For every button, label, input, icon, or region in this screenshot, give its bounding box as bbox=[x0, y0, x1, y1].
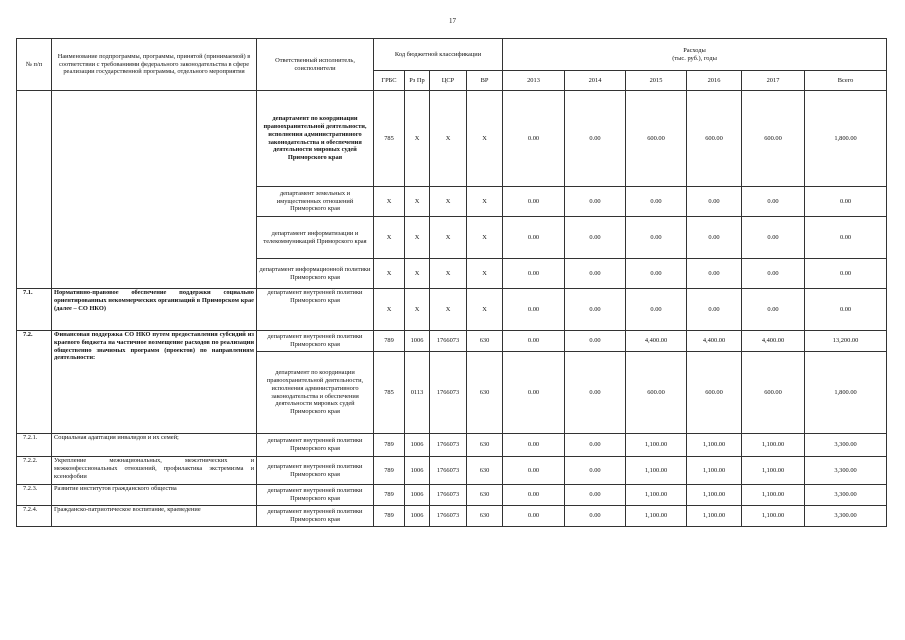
cell-value: 4,400.00 bbox=[742, 331, 805, 352]
header-sub-cell: 2017 bbox=[742, 71, 805, 91]
cell-value: 1,100.00 bbox=[626, 457, 687, 485]
cell-value: X bbox=[430, 217, 467, 259]
cell-value: X bbox=[430, 91, 467, 187]
cell-value: 1,100.00 bbox=[742, 506, 805, 527]
cell-value: 0.00 bbox=[565, 506, 626, 527]
cell-value: 0.00 bbox=[742, 217, 805, 259]
cell-value: 0.00 bbox=[565, 457, 626, 485]
table-row bbox=[17, 289, 887, 331]
cell-value: X bbox=[467, 217, 503, 259]
cell-value: 600.00 bbox=[687, 91, 742, 187]
cell-value: 0.00 bbox=[565, 91, 626, 187]
cell-value: 0.00 bbox=[742, 187, 805, 217]
cell-num: 7.1. bbox=[17, 289, 52, 331]
cell-value: 789 bbox=[374, 331, 405, 352]
table-row bbox=[17, 91, 887, 187]
cell-value: 1,800.00 bbox=[805, 91, 887, 187]
table-row bbox=[17, 434, 887, 457]
cell-value: 4,400.00 bbox=[626, 331, 687, 352]
cell-name bbox=[52, 91, 257, 289]
cell-value: 630 bbox=[467, 485, 503, 506]
cell-value: 0.00 bbox=[805, 187, 887, 217]
cell-value: 0.00 bbox=[503, 187, 565, 217]
cell-value: X bbox=[467, 91, 503, 187]
cell-responsible: департамент внутренней политики Приморского края bbox=[257, 289, 374, 331]
cell-value: 0.00 bbox=[565, 187, 626, 217]
cell-num: 7.2.1. bbox=[17, 434, 52, 457]
header-sub-cell: 2016 bbox=[687, 71, 742, 91]
expenses-table bbox=[16, 38, 887, 527]
table-row bbox=[17, 485, 887, 506]
cell-value: 0.00 bbox=[503, 506, 565, 527]
cell-value: 1766073 bbox=[430, 331, 467, 352]
cell-value: 0.00 bbox=[626, 259, 687, 289]
cell-value: 1006 bbox=[405, 331, 430, 352]
cell-value: 0.00 bbox=[742, 259, 805, 289]
cell-name: Укрепление межнациональных, межэтнических и межконфессиональных отношений, профилактика экстремизма и ксенофобии bbox=[52, 457, 257, 485]
cell-value: 630 bbox=[467, 506, 503, 527]
header-sub-cell: 2014 bbox=[565, 71, 626, 91]
cell-value: 1,100.00 bbox=[626, 506, 687, 527]
cell-num: 7.2. bbox=[17, 331, 52, 434]
cell-name: Нормативно-правовое обеспечение поддержки социально ориентированных некоммерческих организаций в Приморском крае (далее – СО НКО) bbox=[52, 289, 257, 331]
header-sub-cell: 2013 bbox=[503, 71, 565, 91]
cell-value: 630 bbox=[467, 434, 503, 457]
cell-value: 785 bbox=[374, 352, 405, 434]
cell-value: 0.00 bbox=[687, 217, 742, 259]
cell-value: 1,100.00 bbox=[687, 434, 742, 457]
cell-value: 1,100.00 bbox=[626, 485, 687, 506]
cell-value: 1006 bbox=[405, 457, 430, 485]
table-row bbox=[17, 331, 887, 352]
header-sub-cell: Всего bbox=[805, 71, 887, 91]
header-sub-cell: ГРБС bbox=[374, 71, 405, 91]
cell-value: 1006 bbox=[405, 434, 430, 457]
cell-value: 0.00 bbox=[565, 434, 626, 457]
cell-responsible: департамент внутренней политики Приморского края bbox=[257, 331, 374, 352]
cell-responsible: департамент по координации правоохранительной деятельности, исполнения административного законодательства и обеспечения деятельности мировых судей Приморского края bbox=[257, 91, 374, 187]
cell-value: 0.00 bbox=[805, 289, 887, 331]
cell-value: 1,800.00 bbox=[805, 352, 887, 434]
cell-value: 1,100.00 bbox=[742, 434, 805, 457]
cell-value: 0.00 bbox=[626, 217, 687, 259]
cell-responsible: департамент информационной политики Приморского края bbox=[257, 259, 374, 289]
cell-value: X bbox=[467, 289, 503, 331]
cell-value: X bbox=[405, 217, 430, 259]
page-number: 17 bbox=[449, 17, 456, 25]
cell-value: 1766073 bbox=[430, 352, 467, 434]
cell-value: 0.00 bbox=[742, 289, 805, 331]
cell-value: 600.00 bbox=[626, 352, 687, 434]
cell-value: 3,300.00 bbox=[805, 485, 887, 506]
cell-value: 13,200.00 bbox=[805, 331, 887, 352]
cell-value: 1006 bbox=[405, 506, 430, 527]
cell-value: 1766073 bbox=[430, 485, 467, 506]
cell-value: 1,100.00 bbox=[687, 506, 742, 527]
cell-responsible: департамент внутренней политики Приморского края bbox=[257, 485, 374, 506]
cell-value: X bbox=[405, 289, 430, 331]
cell-value: 789 bbox=[374, 457, 405, 485]
cell-value: 0.00 bbox=[805, 259, 887, 289]
cell-value: 0113 bbox=[405, 352, 430, 434]
cell-value: 3,300.00 bbox=[805, 506, 887, 527]
header-expenses-line2: (тыс. руб.), годы bbox=[672, 54, 717, 62]
cell-value: 0.00 bbox=[503, 217, 565, 259]
header-num: № п/п bbox=[17, 39, 52, 91]
cell-value: 630 bbox=[467, 457, 503, 485]
cell-value: X bbox=[374, 217, 405, 259]
cell-value: 0.00 bbox=[687, 259, 742, 289]
cell-value: 1,100.00 bbox=[687, 485, 742, 506]
cell-responsible: департамент по координации правоохранительной деятельности, исполнения административного законодательства и обеспечения деятельности мировых судей Приморского края bbox=[257, 352, 374, 434]
cell-value: X bbox=[405, 91, 430, 187]
cell-responsible: департамент информатизации и телекоммуникаций Приморского края bbox=[257, 217, 374, 259]
cell-value: 0.00 bbox=[503, 289, 565, 331]
header-expenses-line1: Расходы bbox=[683, 46, 706, 54]
header-budget-code: Код бюджетной классификации bbox=[374, 39, 503, 71]
cell-value: 1,100.00 bbox=[687, 457, 742, 485]
cell-name: Финансовая поддержка СО НКО путем предоставления субсидий из краевого бюджета на частичное возмещение расходов по реализации общественно значимых программ (проектов) по направлениям деятельности: bbox=[52, 331, 257, 434]
header-sub-cell: ВР bbox=[467, 71, 503, 91]
cell-value: X bbox=[405, 259, 430, 289]
header-sub-cell: ЦСР bbox=[430, 71, 467, 91]
cell-num: 7.2.3. bbox=[17, 485, 52, 506]
cell-value: 0.00 bbox=[565, 331, 626, 352]
cell-value: 600.00 bbox=[742, 352, 805, 434]
cell-value: X bbox=[374, 259, 405, 289]
cell-value: X bbox=[405, 187, 430, 217]
cell-value: 1766073 bbox=[430, 457, 467, 485]
cell-value: X bbox=[430, 187, 467, 217]
cell-num: 7.2.2. bbox=[17, 457, 52, 485]
cell-value: 1766073 bbox=[430, 434, 467, 457]
cell-responsible: департамент внутренней политики Приморского края bbox=[257, 457, 374, 485]
cell-value: 0.00 bbox=[503, 457, 565, 485]
cell-responsible: департамент внутренней политики Приморского края bbox=[257, 434, 374, 457]
cell-value: 630 bbox=[467, 331, 503, 352]
cell-value: 600.00 bbox=[742, 91, 805, 187]
cell-value: 0.00 bbox=[565, 289, 626, 331]
cell-value: 789 bbox=[374, 485, 405, 506]
cell-value: X bbox=[374, 289, 405, 331]
cell-value: X bbox=[374, 187, 405, 217]
cell-value: 600.00 bbox=[626, 91, 687, 187]
cell-value: X bbox=[467, 259, 503, 289]
cell-value: 0.00 bbox=[503, 91, 565, 187]
cell-name: Гражданско-патриотическое воспитание, краеведение bbox=[52, 506, 257, 527]
cell-num: 7.2.4. bbox=[17, 506, 52, 527]
header-responsible: Ответственный исполнитель, соисполнители bbox=[257, 39, 374, 91]
cell-value: 0.00 bbox=[565, 485, 626, 506]
cell-num bbox=[17, 91, 52, 289]
cell-name: Социальная адаптация инвалидов и их семей; bbox=[52, 434, 257, 457]
cell-value: 1,100.00 bbox=[742, 485, 805, 506]
cell-value: 0.00 bbox=[503, 331, 565, 352]
cell-value: 0.00 bbox=[687, 187, 742, 217]
header-sub-cell: 2015 bbox=[626, 71, 687, 91]
cell-value: 0.00 bbox=[503, 352, 565, 434]
cell-value: 0.00 bbox=[565, 217, 626, 259]
cell-responsible: департамент внутренней политики Приморского края bbox=[257, 506, 374, 527]
cell-value: 0.00 bbox=[626, 187, 687, 217]
cell-value: 1,100.00 bbox=[742, 457, 805, 485]
cell-value: X bbox=[467, 187, 503, 217]
cell-value: 0.00 bbox=[503, 485, 565, 506]
cell-value: 600.00 bbox=[687, 352, 742, 434]
cell-value: 0.00 bbox=[805, 217, 887, 259]
cell-value: 630 bbox=[467, 352, 503, 434]
cell-value: X bbox=[430, 289, 467, 331]
cell-value: 1766073 bbox=[430, 506, 467, 527]
cell-value: 789 bbox=[374, 434, 405, 457]
cell-name: Развитие институтов гражданского общества bbox=[52, 485, 257, 506]
table-row bbox=[17, 457, 887, 485]
cell-value: 785 bbox=[374, 91, 405, 187]
cell-value: X bbox=[430, 259, 467, 289]
header-expenses bbox=[503, 39, 887, 71]
cell-value: 4,400.00 bbox=[687, 331, 742, 352]
cell-value: 0.00 bbox=[565, 352, 626, 434]
cell-value: 0.00 bbox=[687, 289, 742, 331]
cell-value: 789 bbox=[374, 506, 405, 527]
cell-value: 0.00 bbox=[626, 289, 687, 331]
cell-value: 3,300.00 bbox=[805, 434, 887, 457]
table-row bbox=[17, 506, 887, 527]
cell-value: 3,300.00 bbox=[805, 457, 887, 485]
cell-value: 1006 bbox=[405, 485, 430, 506]
header-name: Наименование подпрограммы, программы, принятой (принимаемой) в соответствии с требованиями федерального законодательства в сфере реализации государственной программы, отдельного мероприятия bbox=[52, 39, 257, 91]
cell-value: 0.00 bbox=[503, 434, 565, 457]
cell-responsible: департамент земельных и имущественных отношений Приморского края bbox=[257, 187, 374, 217]
cell-value: 0.00 bbox=[503, 259, 565, 289]
header-sub-cell: Рз Пр bbox=[405, 71, 430, 91]
cell-value: 1,100.00 bbox=[626, 434, 687, 457]
cell-value: 0.00 bbox=[565, 259, 626, 289]
